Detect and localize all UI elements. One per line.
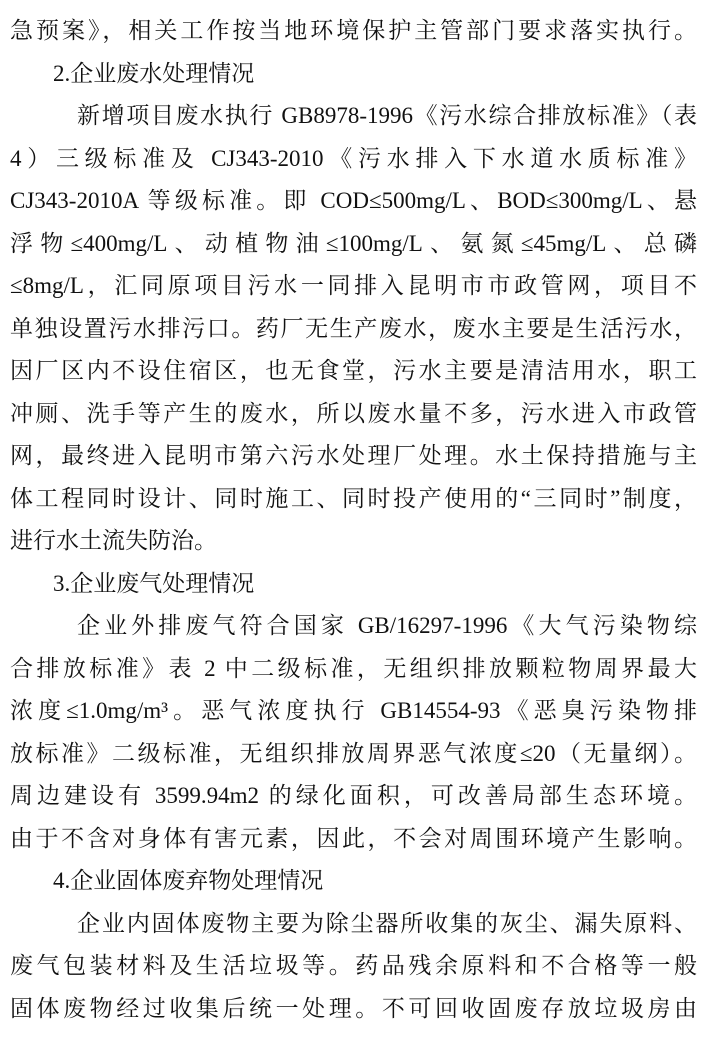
text-line: 网，最终进入昆明市第六污水处理厂处理。水土保持措施与主	[10, 443, 697, 468]
section-heading: 3.企业废气处理情况	[53, 570, 255, 596]
text-line: CJ343-2010A 等级标准。即 COD≤500mg/L、BOD≤300mg/L、悬	[10, 188, 697, 213]
text-line: 4）三级标准及 CJ343-2010《污水排入下水道水质标准》	[10, 145, 697, 171]
text-line: 固体废物经过收集后统一处理。不可回收固废存放垃圾房由	[10, 995, 697, 1021]
text-line: 合排放标准》表 2 中二级标准，无组织排放颗粒物周界最大	[10, 655, 697, 681]
text-line: ≤8mg/L，汇同原项目污水一同排入昆明市市政管网，项目不	[10, 273, 697, 298]
text-line: 体工程同时设计、同时施工、同时投产使用的“三同时”制度，	[10, 485, 697, 511]
text-line: 急预案》，相关工作按当地环境保护主管部门要求落实执行。	[10, 18, 697, 43]
text-line: 放标准》二级标准，无组织排放周界恶气浓度≤20（无量纲）。	[10, 740, 697, 766]
text-line: 由于不含对身体有害元素，因此，不会对周围环境产生影响。	[10, 825, 697, 851]
text-line: 周边建设有 3599.94m2 的绿化面积，可改善局部生态环境。	[10, 783, 697, 808]
text-line: 企业内固体废物主要为除尘器所收集的灰尘、漏失原料、	[77, 910, 697, 936]
text-line: 浓度≤1.0mg/m³。恶气浓度执行 GB14554-93《恶臭污染物排	[10, 698, 697, 723]
section-heading: 2.企业废水处理情况	[53, 60, 255, 86]
text-line: 冲厕、洗手等产生的废水，所以废水量不多，污水进入市政管	[10, 400, 697, 426]
text-line: 单独设置污水排污口。药厂无生产废水，废水主要是生活污水，	[10, 315, 697, 341]
text-line: 新增项目废水执行 GB8978-1996《污水综合排放标准》（表	[77, 103, 697, 128]
text-line: 企业外排废气符合国家 GB/16297-1996《大气污染物综	[77, 613, 697, 638]
text-line: 浮物≤400mg/L、动植物油≤100mg/L、氨氮≤45mg/L、总磷	[10, 230, 697, 256]
section-heading: 4.企业固体废弃物处理情况	[53, 868, 324, 893]
text-line: 废气包装材料及生活垃圾等。药品残余原料和不合格等一般	[10, 953, 697, 978]
text-line: 进行水土流失防治。	[10, 528, 217, 553]
text-line: 因厂区内不设住宿区，也无食堂，污水主要是清洁用水，职工	[10, 358, 697, 383]
